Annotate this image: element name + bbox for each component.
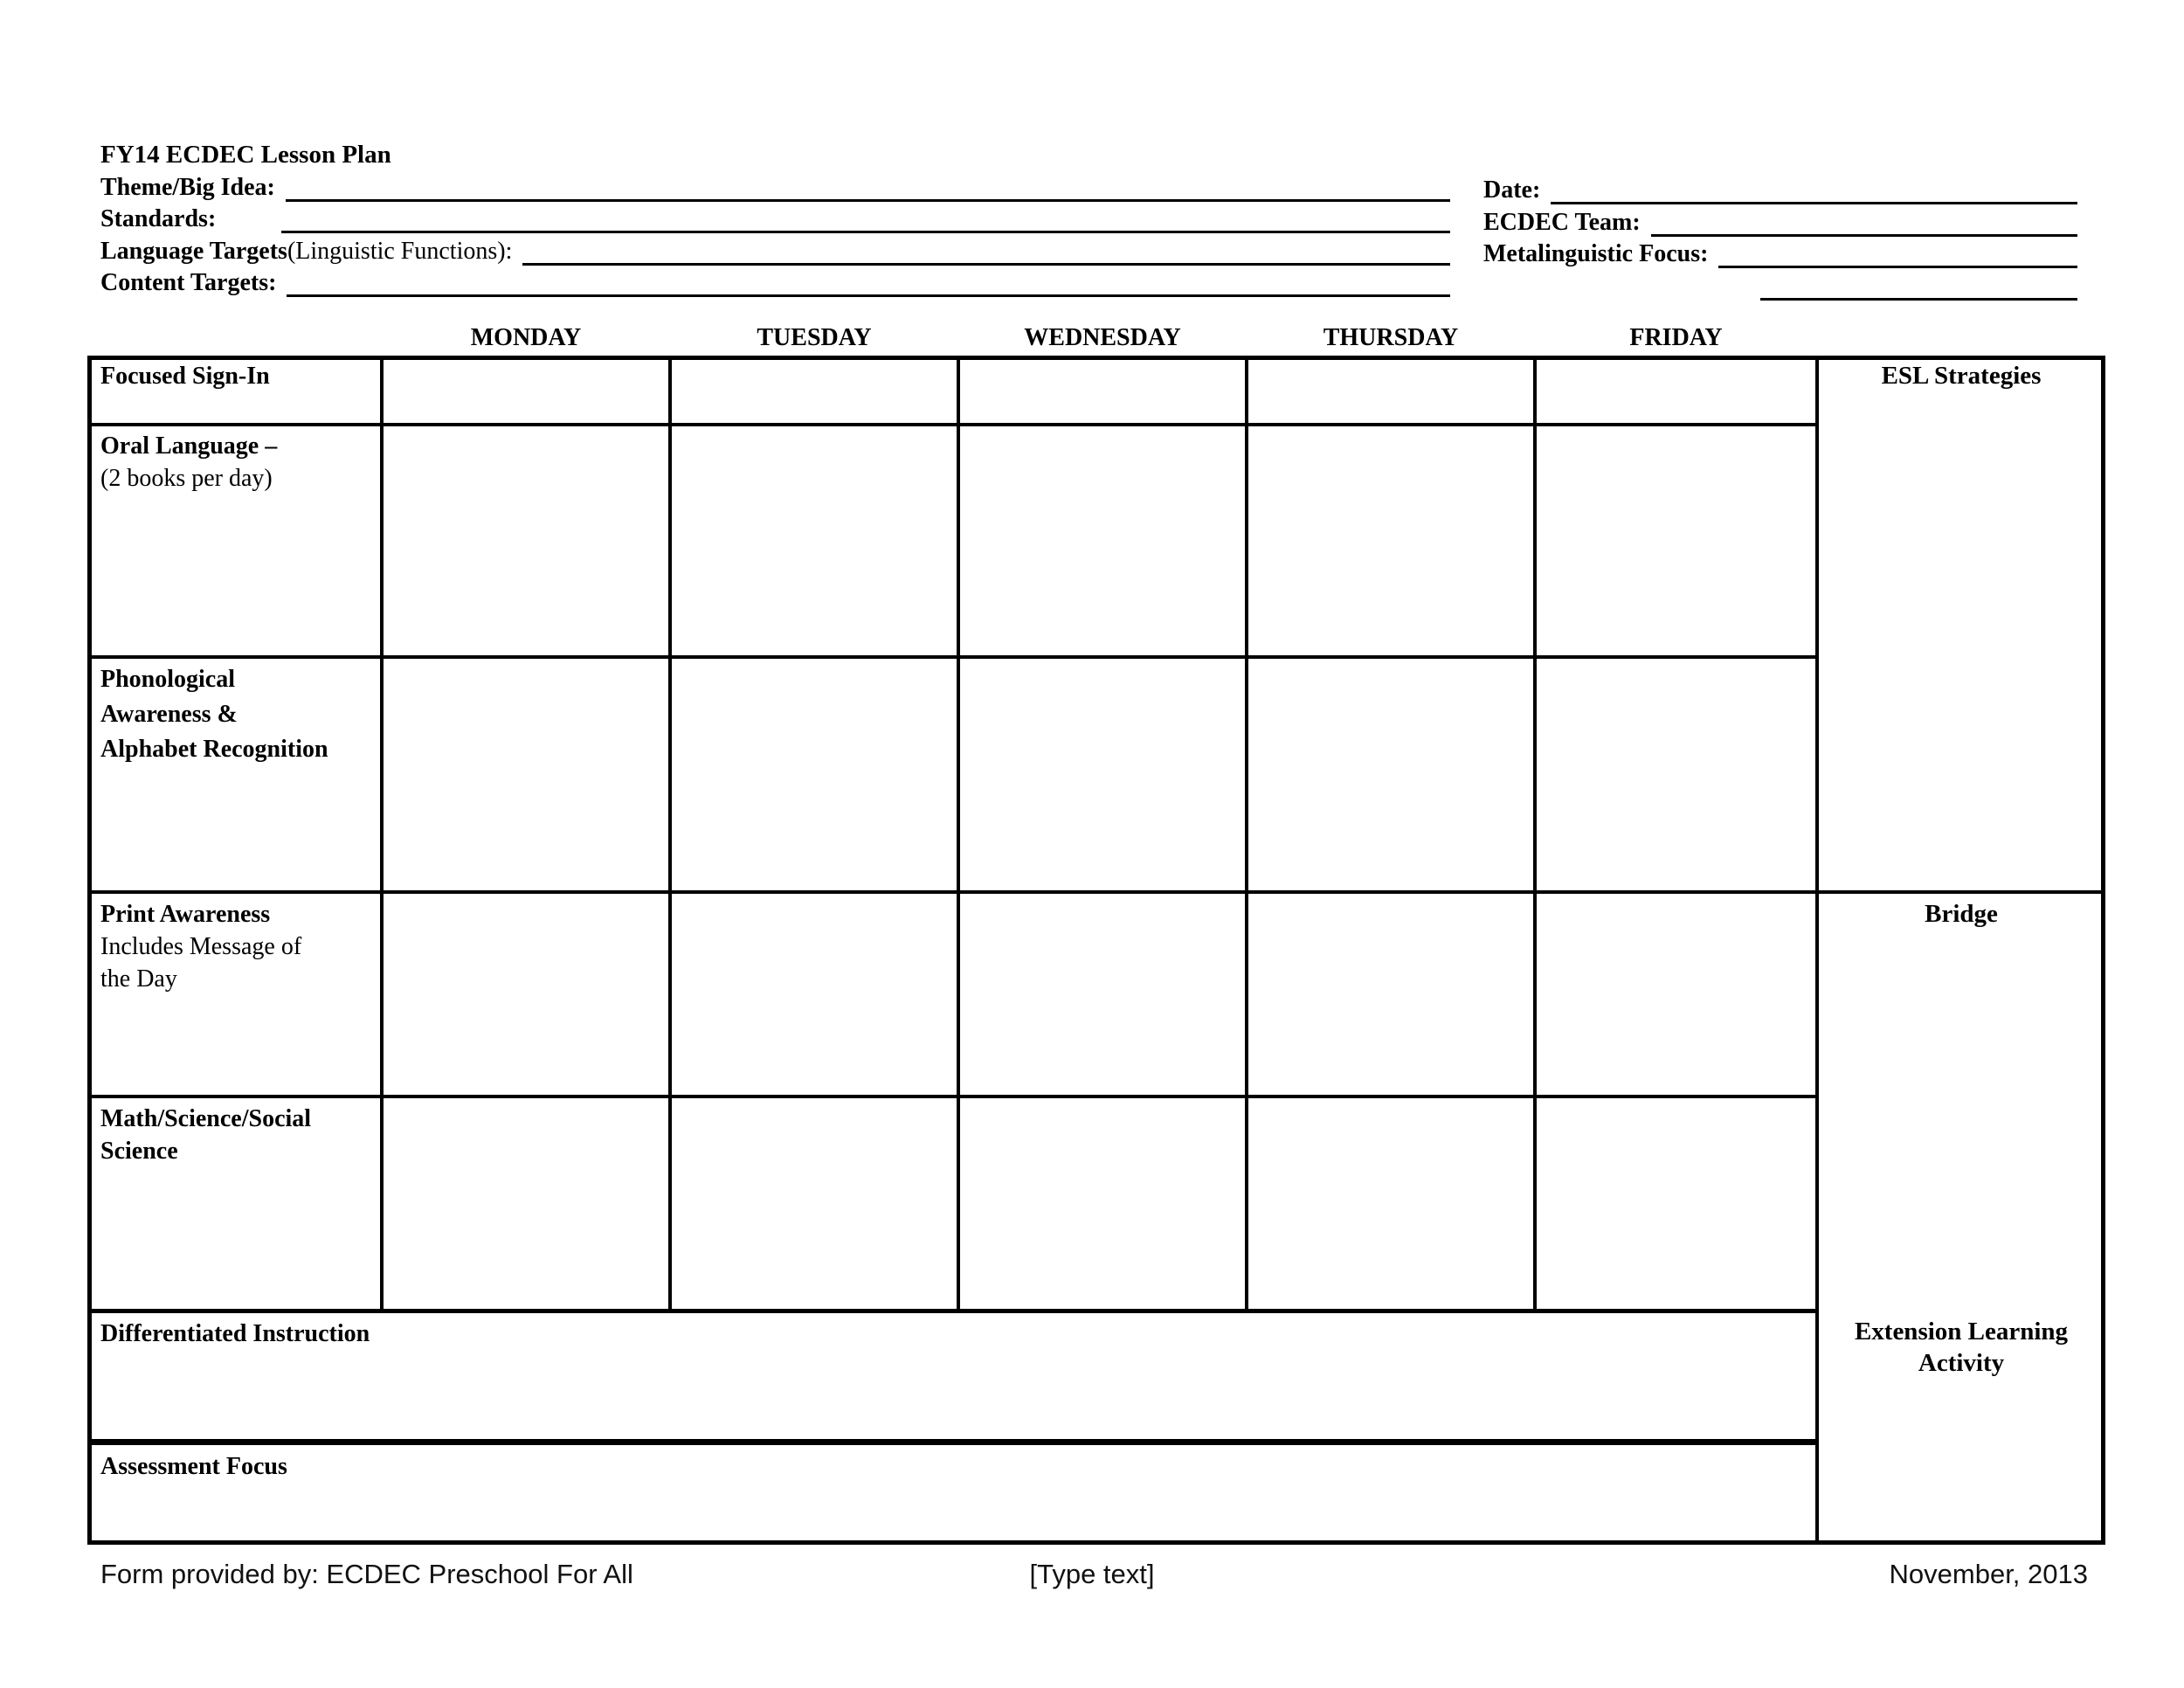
day-header-tuesday: TUESDAY (757, 324, 872, 351)
field-standards (100, 204, 1450, 233)
footer-type-text-placeholder[interactable]: [Type text] (1029, 1559, 1155, 1589)
day-cell-r1-c3[interactable] (960, 360, 1245, 423)
page-title: FY14 ECDEC Lesson Plan (100, 141, 391, 169)
field-extra-blank-row (1483, 271, 2077, 301)
sidebar-label-extension-learning-activity: Extension Learning Activity (1854, 1318, 2069, 1377)
day-cell-r1-c1[interactable] (384, 360, 668, 423)
standards-blank[interactable] (281, 201, 1450, 233)
language-targets-label: Language Targets (100, 238, 287, 265)
row-label-focused-sign-in: Focused Sign-In (100, 363, 270, 390)
row-label-phonological-awareness: Phonological Awareness & Alphabet Recognition (100, 666, 328, 763)
day-cell-r2-c4[interactable] (1248, 426, 1533, 655)
day-cell-r5-c3[interactable] (960, 1098, 1245, 1309)
day-header-wednesday: WEDNESDAY (1024, 324, 1181, 351)
row-label-oral-language: Oral Language – (2 books per day) (100, 432, 278, 492)
date-blank[interactable] (1551, 172, 2077, 204)
footer-date: November, 2013 (1889, 1559, 2088, 1589)
day-cell-r4-c5[interactable] (1537, 894, 1815, 1095)
day-cell-r4-c4[interactable] (1248, 894, 1533, 1095)
day-cell-r5-c1[interactable] (384, 1098, 668, 1309)
bridge-extension-area[interactable] (1819, 894, 2101, 1540)
row-label-math-science-social: Math/Science/Social Science (100, 1105, 312, 1165)
theme-big-idea-label: Theme/Big Idea: (100, 174, 275, 201)
content-targets-label: Content Targets: (100, 269, 277, 296)
row-divider-6 (87, 1439, 1817, 1445)
day-cell-r3-c5[interactable] (1537, 659, 1815, 890)
footer-provided-by: Form provided by: ECDEC Preschool For All (100, 1559, 633, 1589)
row-label-assessment-focus: Assessment Focus (100, 1453, 287, 1480)
day-cell-r2-c2[interactable] (672, 426, 957, 655)
field-language-targets (100, 236, 1450, 266)
language-targets-blank[interactable] (522, 233, 1450, 266)
theme-big-idea-blank[interactable] (286, 169, 1450, 202)
day-cell-r4-c3[interactable] (960, 894, 1245, 1095)
day-cell-r1-c4[interactable] (1248, 360, 1533, 423)
field-date (1483, 175, 2077, 204)
day-header-friday: FRIDAY (1629, 324, 1723, 351)
metalinguistic-focus-label: Metalinguistic Focus: (1483, 240, 1709, 267)
row-label-print-awareness: Print Awareness Includes Message of the Day (100, 901, 302, 993)
differentiated-instruction-area[interactable] (92, 1313, 1815, 1439)
day-cell-r5-c5[interactable] (1537, 1098, 1815, 1309)
day-cell-r4-c1[interactable] (384, 894, 668, 1095)
date-label: Date: (1483, 176, 1541, 204)
extra-blank[interactable] (1760, 268, 2077, 301)
day-header-monday: MONDAY (470, 324, 582, 351)
day-cell-r1-c5[interactable] (1537, 360, 1815, 423)
day-cell-r2-c1[interactable] (384, 426, 668, 655)
day-cell-r2-c3[interactable] (960, 426, 1245, 655)
content-targets-blank[interactable] (287, 265, 1450, 297)
esl-strategies-area[interactable] (1819, 360, 2101, 890)
day-cell-r3-c4[interactable] (1248, 659, 1533, 890)
ecdec-team-blank[interactable] (1651, 204, 2077, 237)
day-cell-r3-c1[interactable] (384, 659, 668, 890)
day-header-thursday: THURSDAY (1323, 324, 1459, 351)
day-cell-r4-c2[interactable] (672, 894, 957, 1095)
day-cell-r5-c2[interactable] (672, 1098, 957, 1309)
field-metalinguistic-focus (1483, 239, 2077, 268)
sidebar-label-esl-strategies: ESL Strategies (1881, 362, 2042, 390)
field-content-targets (100, 267, 1450, 297)
standards-label: Standards: (100, 205, 217, 232)
day-cell-r5-c4[interactable] (1248, 1098, 1533, 1309)
day-cell-r3-c3[interactable] (960, 659, 1245, 890)
day-cell-r3-c2[interactable] (672, 659, 957, 890)
field-theme-big-idea (100, 172, 1450, 202)
language-targets-sublabel: (Linguistic Functions): (287, 238, 513, 265)
assessment-focus-area[interactable] (92, 1445, 1815, 1540)
day-cell-r2-c5[interactable] (1537, 426, 1815, 655)
field-ecdec-team (1483, 207, 2077, 237)
row-label-differentiated-instruction: Differentiated Instruction (100, 1320, 370, 1347)
sidebar-label-bridge: Bridge (1925, 900, 1998, 928)
metalinguistic-focus-blank[interactable] (1718, 236, 2077, 268)
day-cell-r1-c2[interactable] (672, 360, 957, 423)
ecdec-team-label: ECDEC Team: (1483, 209, 1641, 236)
